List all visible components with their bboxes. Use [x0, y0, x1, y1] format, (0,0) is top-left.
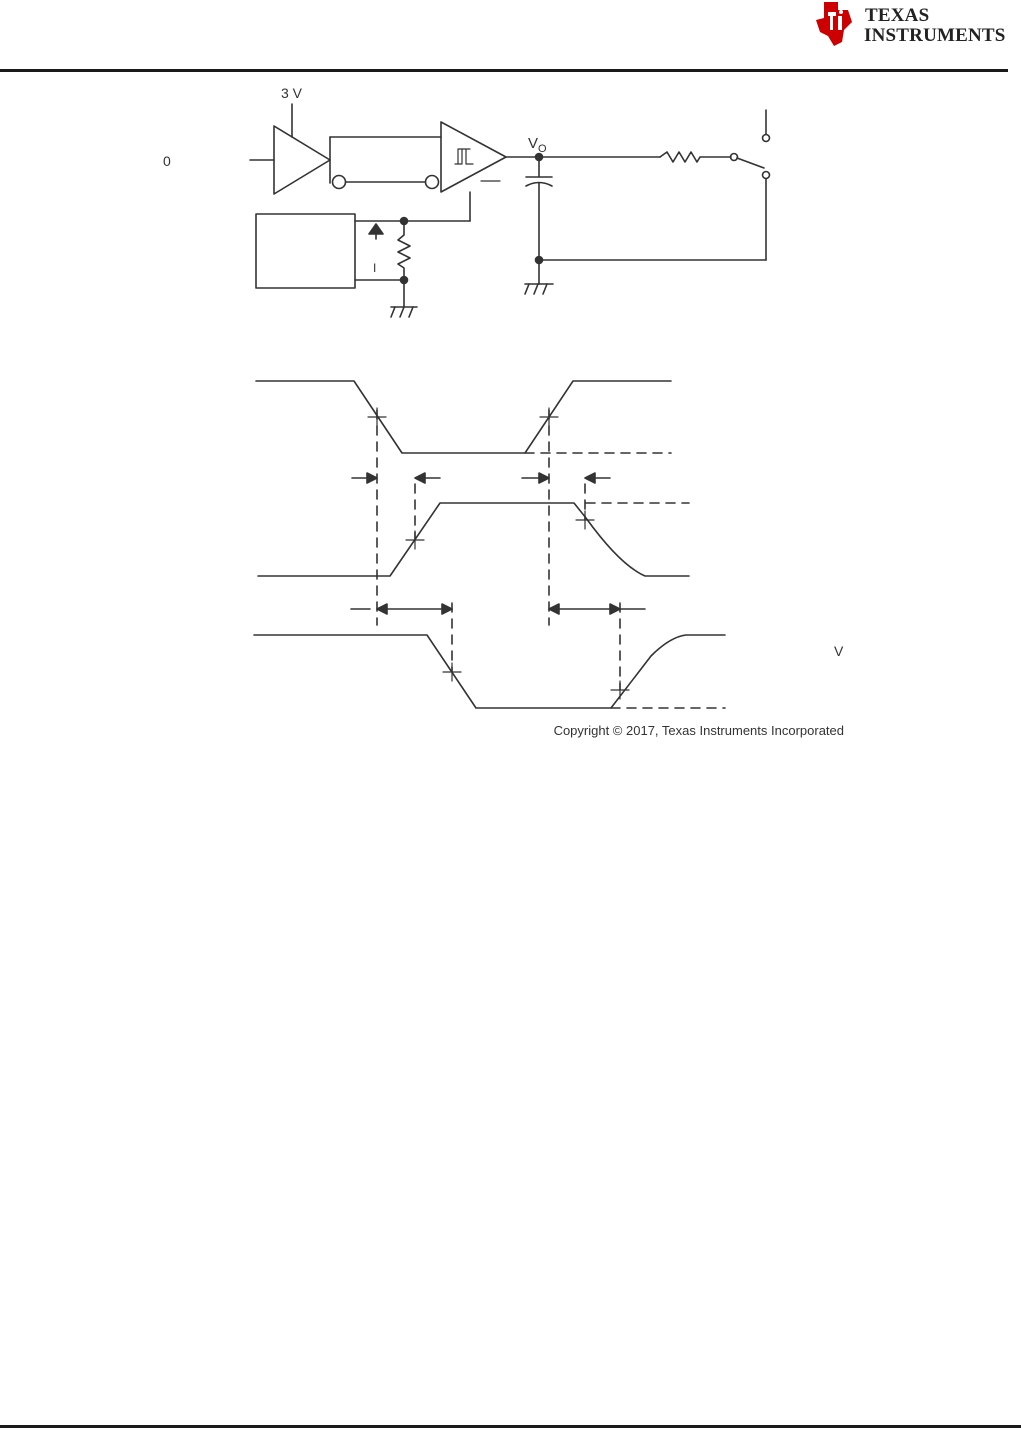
load-resistor [660, 152, 731, 162]
copyright-notice: Copyright © 2017, Texas Instruments Incorporated [553, 723, 844, 738]
driver-buffer [274, 126, 330, 194]
output-node-label-main: V [528, 135, 539, 152]
delay-arrowhead-3b-icon [442, 604, 452, 614]
switch-arm [737, 158, 764, 168]
delay-arrowhead-2a-icon [539, 473, 549, 483]
switch-upper-terminal [763, 135, 770, 142]
bus-line-b-open-left [333, 176, 346, 189]
cap-ground-hatch-icon [525, 284, 547, 294]
brand-line-2: INSTRUMENTS [864, 25, 1006, 46]
delay-arrowhead-1a-icon [367, 473, 377, 483]
current-arrow-icon [369, 224, 383, 234]
delay-arrowhead-2b-icon [585, 473, 595, 483]
output-node-label [528, 135, 547, 155]
footer-rule [0, 1425, 1021, 1428]
waveform-output-low [254, 635, 725, 708]
test-circuit [250, 104, 770, 317]
generator-box [256, 214, 355, 288]
delay-arrowhead-4b-icon [610, 604, 620, 614]
brand-line-1: TEXAS [865, 5, 930, 26]
termination-resistor [398, 221, 410, 280]
delay-arrowhead-1b-icon [415, 473, 425, 483]
waveform-output-high [258, 503, 689, 576]
bus-line-b-open-right [426, 176, 439, 189]
timing-waveforms [254, 381, 725, 708]
switch-lower-terminal [763, 172, 770, 179]
output-node-label-sub: O [538, 143, 547, 155]
term-ground-hatch-icon [391, 307, 413, 317]
current-mark-label: I [373, 261, 377, 275]
input-level-label: 0 [163, 153, 171, 169]
supply-label: 3 V [281, 85, 303, 101]
delay-arrowhead-4a-icon [549, 604, 559, 614]
volt-mark-label: V [834, 643, 844, 659]
hysteresis-symbol-icon [455, 149, 473, 164]
waveform-input [256, 381, 671, 453]
delay-arrowhead-3a-icon [377, 604, 387, 614]
